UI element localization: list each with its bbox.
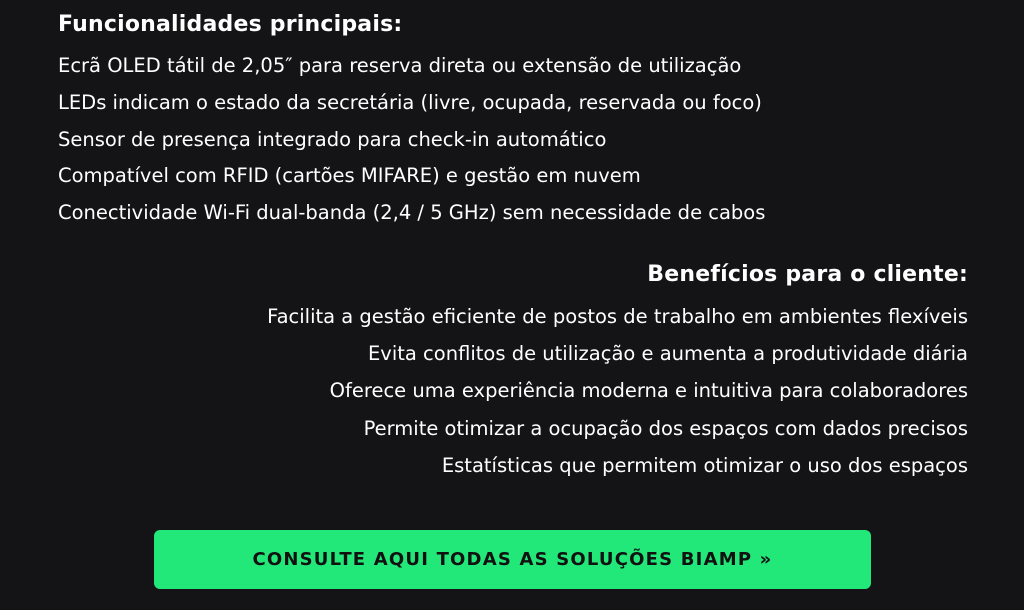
feature-item-wifi: Conectividade Wi-Fi dual-banda (2,4 / 5 GHz) sem necessidade de cabos <box>58 201 766 225</box>
feature-item-rfid: Compatível com RFID (cartões MIFARE) e gestão em nuvem <box>58 164 641 188</box>
feature-item-presence-sensor: Sensor de presença integrado para check-in automático <box>58 127 607 151</box>
feature-item-oled-screen: Ecrã OLED tátil de 2,05″ para reserva direta ou extensão de utilização <box>58 54 742 77</box>
benefit-item-optimize-occupancy: Permite otimizar a ocupação dos espaços com dados precisos <box>363 416 968 440</box>
benefits-list <box>28 298 968 484</box>
benefit-item-statistics: Estatísticas que permitem otimizar o uso dos espaços <box>441 453 968 477</box>
benefits-heading: Benefícios para o cliente: <box>647 262 968 287</box>
biamp-solutions-button-label: CONSULTE AQUI TODAS AS SOLUÇÕES BIAMP » <box>252 549 773 570</box>
features-list <box>58 48 998 232</box>
benefit-item-workstation-management: Facilita a gestão eficiente de postos de trabalho em ambientes flexíveis <box>267 305 968 328</box>
benefits-section <box>28 258 968 484</box>
feature-item-status-leds: LEDs indicam o estado da secretária (livre, ocupada, reservada ou foco) <box>58 90 762 114</box>
benefit-item-avoid-conflicts: Evita conflitos de utilização e aumenta a produtividade diária <box>367 342 968 366</box>
features-section <box>58 8 998 232</box>
benefit-item-modern-experience: Oferece uma experiência moderna e intuitiva para colaboradores <box>329 379 968 403</box>
biamp-solutions-button[interactable] <box>154 530 871 589</box>
features-heading: Funcionalidades principais: <box>58 12 403 37</box>
